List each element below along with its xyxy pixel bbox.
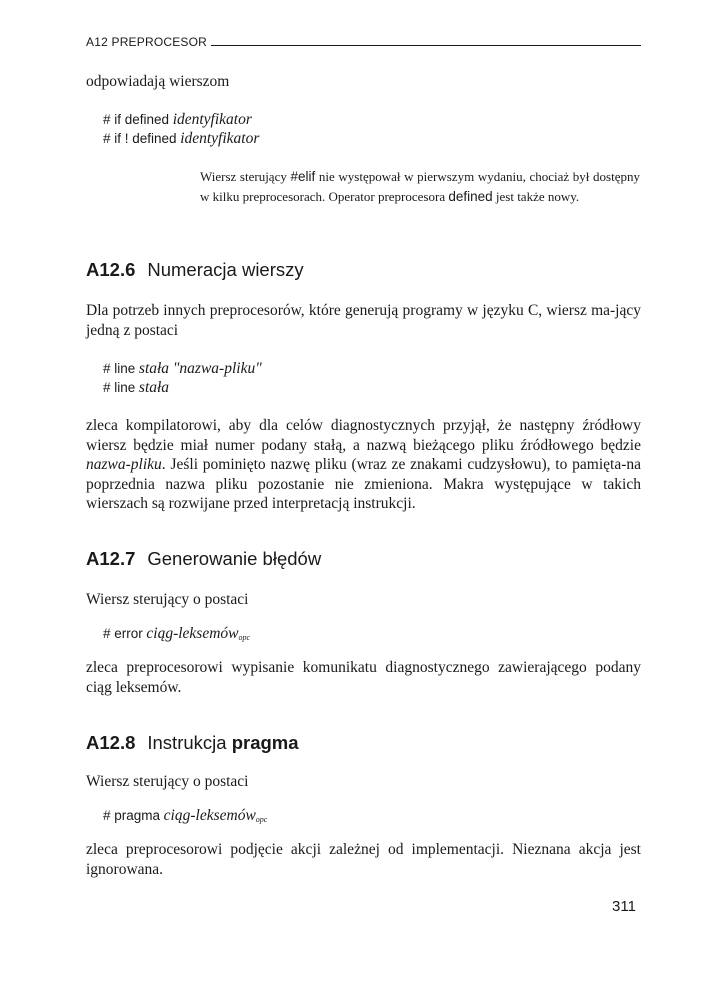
paragraph-text: zleca kompilatorowi, aby dla celów diagnostycznych przyjął, że następny źródłowy wiersz będzie miał numer podany stałą, a nazwą bieżącego pliku źródłowego będzie	[86, 417, 641, 454]
note-code-defined: defined	[448, 189, 493, 204]
a12-8-paragraph-1	[86, 772, 641, 792]
section-number: A12.7	[86, 548, 136, 569]
section-heading-a12-6	[86, 259, 304, 281]
code-line-if-defined	[103, 110, 252, 130]
note-text: jest także nowy.	[492, 189, 580, 204]
code-keyword: # error	[103, 626, 143, 641]
a12-7-paragraph-1	[86, 590, 641, 610]
section-title-keyword: pragma	[231, 732, 299, 753]
code-argument: stała "nazwa-pliku"	[138, 360, 262, 377]
header-rule	[211, 45, 641, 46]
code-line-error	[103, 624, 250, 647]
code-argument-text: ciąg-leksemów	[163, 807, 256, 824]
a12-6-paragraph-1	[86, 301, 641, 340]
paragraph-text: . Jeśli pominięto nazwę pliku (wraz ze znakami cudzysłowu), to pamięta-na poprzednia nazwa pliku pozostanie nie zmieniona. Makra występujące w takich wierszach są rozwijane przed interpretacją instrukcji.	[86, 456, 641, 512]
code-argument: stała	[138, 379, 170, 396]
page-number: 311	[612, 898, 636, 915]
code-keyword: # line	[103, 361, 136, 376]
section-title: Instrukcja	[147, 732, 232, 753]
section-number: A12.8	[86, 732, 136, 753]
code-line-line-const	[103, 378, 169, 398]
code-argument	[164, 807, 268, 824]
body-paragraph: Dla potrzeb innych preprocesorów, które generują programy w języku C, wiersz ma-jący jedną z postaci	[86, 302, 641, 339]
body-paragraph: zleca preprocesorowi wypisanie komunikatu diagnostycznego zawierającego podany ciąg leksemów.	[86, 659, 641, 696]
optional-subscript: opc	[238, 633, 251, 642]
section-title: Numeracja wierszy	[147, 259, 304, 280]
code-line-line-const-file	[103, 359, 262, 379]
section-number: A12.6	[86, 259, 136, 280]
intro-text: odpowiadają wierszom	[86, 73, 230, 90]
section-title: Generowanie błędów	[147, 548, 322, 569]
running-header	[86, 33, 641, 49]
section-heading-a12-8	[86, 732, 299, 754]
optional-subscript: opc	[255, 815, 268, 824]
note-text: nie występował w pierwszym wydaniu, chociaż był dostępny w kilku preprocesorach. Operator preprocesora	[200, 169, 640, 204]
code-argument	[146, 625, 250, 642]
paragraph-italic-term: nazwa-pliku	[86, 456, 162, 473]
code-argument: identyfikator	[172, 111, 252, 128]
a12-6-paragraph-2	[86, 416, 641, 514]
code-line-pragma	[103, 806, 267, 829]
a12-8-paragraph-2	[86, 840, 641, 879]
body-paragraph: Wiersz sterujący o postaci	[86, 773, 249, 790]
body-paragraph	[86, 416, 641, 514]
note-code-elif: #elif	[290, 169, 316, 184]
side-note	[200, 167, 640, 207]
running-title: A12 PREPROCESOR	[86, 35, 208, 49]
code-line-if-not-defined	[103, 129, 259, 149]
code-argument-text: ciąg-leksemów	[146, 625, 239, 642]
code-keyword: # line	[103, 380, 136, 395]
code-keyword: # if defined	[103, 112, 170, 127]
body-paragraph: zleca preprocesorowi podjęcie akcji zależnej od implementacji. Nieznana akcja jest ignorowana.	[86, 841, 641, 878]
body-paragraph: Wiersz sterujący o postaci	[86, 591, 249, 608]
intro-text-block	[86, 72, 641, 92]
note-text: Wiersz sterujący	[200, 169, 291, 184]
section-heading-a12-7	[86, 548, 321, 570]
code-argument: identyfikator	[180, 130, 260, 147]
a12-7-paragraph-2	[86, 658, 641, 697]
code-keyword: # pragma	[103, 808, 161, 823]
code-keyword: # if ! defined	[103, 131, 177, 146]
